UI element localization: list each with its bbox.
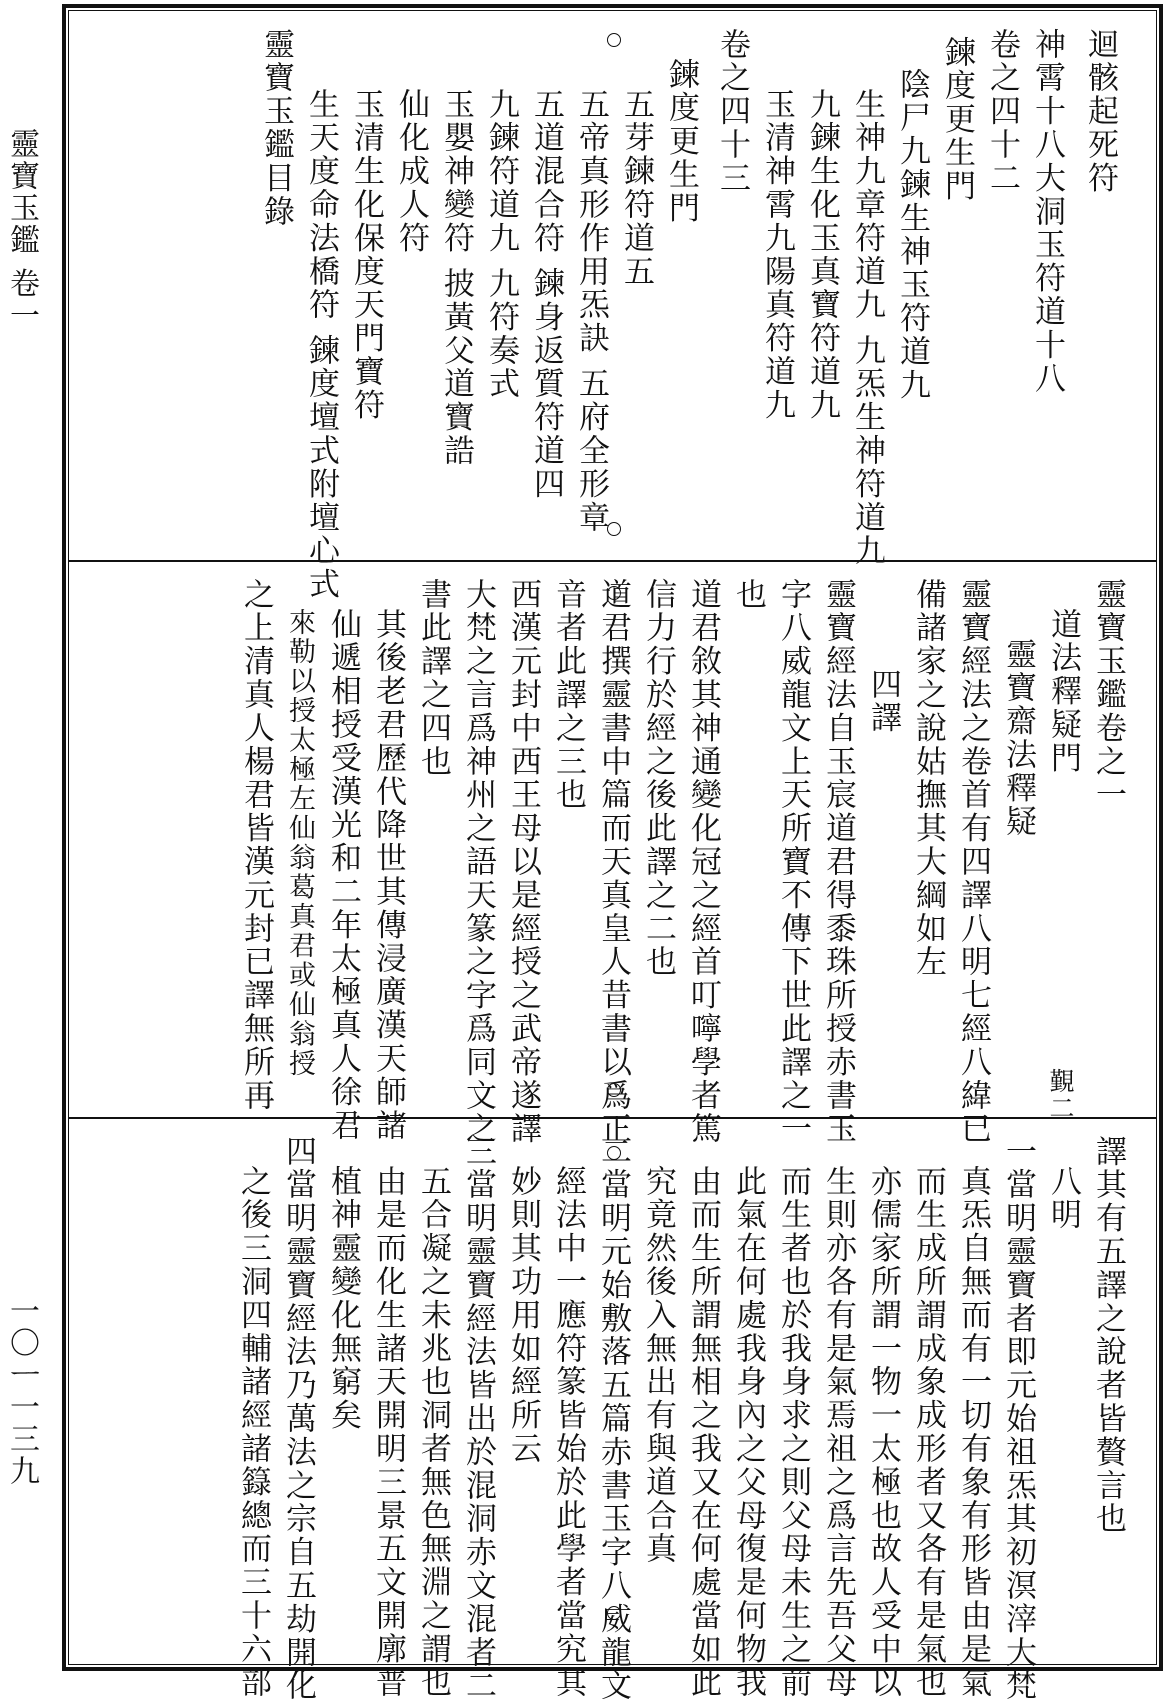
text-column: 其後老君歷代降世其傳浸廣漢天師諸 <box>370 608 406 1143</box>
text-column: 玉清生化保度天門寶符 <box>348 88 384 422</box>
text-column: 陰尸九鍊生神玉符道九 <box>894 68 930 402</box>
text-column: 道君撰靈書中篇而天真皇人昔書以爲正 <box>595 578 631 1146</box>
text-column: 譯其有五譯之說者皆贅言也 <box>1090 1135 1126 1536</box>
text-column: 此氣在何處我身內之父母復是何物我 <box>730 1165 766 1700</box>
margin-title: 靈寶玉鑑 卷一 <box>4 128 39 332</box>
text-column: 植神靈變化無窮矣 <box>325 1165 361 1433</box>
text-column: 大梵之言爲神州之語天篆之字爲同文之 <box>460 578 496 1146</box>
text-column: 五帝真形作用炁訣 五府全形章 <box>573 88 609 535</box>
text-column: 之上清真人楊君皆漢元封已譯無所再 <box>238 578 274 1113</box>
text-column: 仙化成人符 <box>393 88 429 255</box>
text-column: 生天度命法橋符 鍊度壇式附壇心式 <box>303 88 339 602</box>
text-column: 九鍊符道九 九符奏式 <box>483 88 519 401</box>
text-column: 道君敘其神通變化冠之經首叮嚀學者篤 <box>685 578 721 1146</box>
text-column: 備諸家之說姑撫其大綱如左 <box>910 578 946 979</box>
text-column: 二當明元始敷落五篇赤書玉字八威龍文 <box>595 1135 631 1703</box>
text-column: 之後三洞四輔諸經諸籙總而三十六部 <box>235 1165 271 1700</box>
text-column: 一當明靈寶者即元始祖炁其初溟滓大梵 <box>1000 1135 1036 1703</box>
text-column: 書此譯之四也 <box>415 578 451 779</box>
text-column: 來勒以授太極左仙翁葛真君或仙翁授 <box>284 608 315 1079</box>
margin-page-number: 一〇ㅡ一三九 <box>4 1295 39 1487</box>
column-group <box>230 1135 1130 1703</box>
text-column: 三當明靈寶經法皆出於混洞赤文混者二 <box>460 1135 496 1703</box>
text-column: 亦儒家所謂一物一太極也故人受中以 <box>865 1165 901 1700</box>
text-column: 而生者也於我身求之則父母未生之前 <box>775 1165 811 1700</box>
text-column: 生則亦各有是氣焉祖之爲言先吾父母 <box>820 1165 856 1700</box>
text-column: 五道混合符 鍊身返質符道四 <box>528 88 564 502</box>
text-column: 也 <box>730 578 766 612</box>
text-column: 經法中一應符篆皆始於此學者當究其 <box>550 1165 586 1700</box>
text-column: 卷之四十二 <box>984 28 1020 195</box>
column-group <box>233 578 1130 1146</box>
text-column: 五芽鍊符道五 <box>618 88 654 289</box>
text-column: 生神九章符道九 九炁生神符道九 <box>849 88 885 568</box>
text-column: 迴骸起死符 <box>1082 28 1118 195</box>
text-column: 真炁自無而有一切有象有形皆由是氣 <box>955 1165 991 1700</box>
panel-main-top <box>110 578 1130 1146</box>
text-column: 妙則其功用如經所云 <box>505 1165 541 1466</box>
text-column: 靈寶玉鑑目錄 <box>258 28 294 229</box>
text-column: 四當明靈寶經法乃萬法之宗自五劫開化 <box>280 1135 316 1703</box>
text-column: 鍊度更生門 <box>663 58 699 225</box>
text-column: 八明 <box>1045 1165 1081 1232</box>
text-column: 字八威龍文上天所寶不傳下世此譯之一 <box>775 578 811 1146</box>
text-column: 靈寶玉鑑卷之一 <box>1090 578 1126 812</box>
text-column: 四譯 <box>865 668 901 735</box>
text-column: 靈寶經法之卷首有四譯八明七經八緯已 <box>955 578 991 1146</box>
text-column: 由是而化生諸天開明三景五文開廓普 <box>370 1165 406 1700</box>
text-column: 神霄十八大洞玉符道十八 <box>1029 28 1065 396</box>
text-column: 究竟然後入無出有與道合真 <box>640 1165 676 1566</box>
text-column: 卷之四十三 <box>714 28 750 195</box>
volume-mark: 覲二 <box>1046 1068 1075 1122</box>
column-group <box>243 28 1130 602</box>
text-column: 由而生所謂無相之我又在何處當如此 <box>685 1165 721 1700</box>
text-column: 五合凝之未兆也洞者無色無淵之謂也 <box>415 1165 451 1700</box>
text-column: 信力行於經之後此譯之二也 <box>640 578 676 979</box>
text-column: 九鍊生化玉真寶符道九 <box>804 88 840 422</box>
panel-divider-1 <box>68 560 1157 562</box>
text-column: 靈寶齋法釋疑 <box>1000 638 1036 839</box>
text-column: 玉清神霄九陽真符道九 <box>759 88 795 422</box>
panel-contents <box>110 28 1130 602</box>
text-column: 靈寶經法自玉宸道君得黍珠所授赤書玉 <box>820 578 856 1146</box>
text-column: 道法釋疑門 <box>1045 608 1081 775</box>
text-column: 鍊度更生門 <box>939 36 975 203</box>
text-column: 玉嬰神變符 披黃父道寶誥 <box>438 88 474 468</box>
text-column: 仙遞相授受漢光和二年太極真人徐君 <box>325 608 361 1143</box>
text-column: 音者此譯之三也 <box>550 578 586 812</box>
panel-main-bottom <box>110 1135 1130 1703</box>
text-column: 而生成所謂成象成形者又各有是氣也 <box>910 1165 946 1700</box>
text-column: 西漢元封中西王母以是經授之武帝遂譯 <box>505 578 541 1146</box>
